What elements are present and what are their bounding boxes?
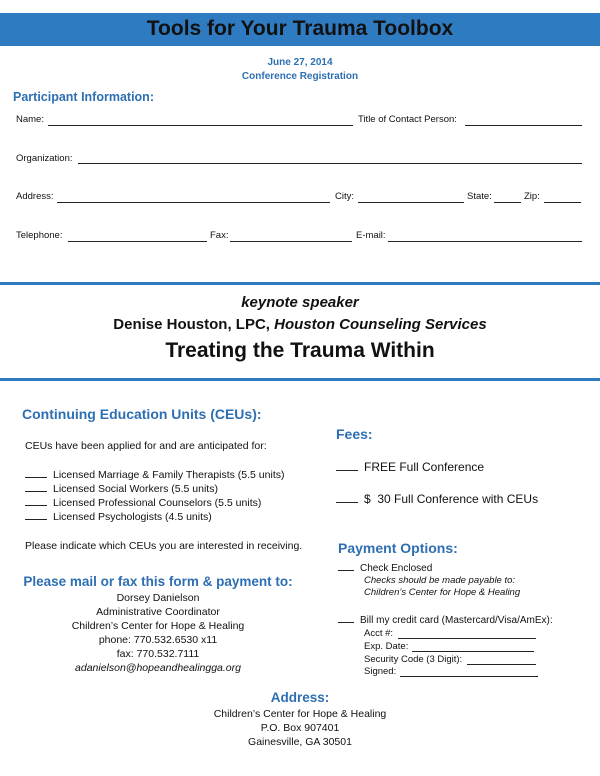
ceu-checkbox-line[interactable] bbox=[25, 505, 47, 506]
card-checkbox-line[interactable] bbox=[338, 622, 354, 623]
address-field[interactable] bbox=[57, 202, 330, 203]
mail-phone: phone: 770.532.6530 x11 bbox=[98, 634, 218, 646]
ceu-checkbox-line[interactable] bbox=[25, 491, 47, 492]
acct-label: Acct #: bbox=[364, 628, 394, 639]
fee-item bbox=[336, 460, 484, 474]
ceu-checkbox-line[interactable] bbox=[25, 519, 47, 520]
talk-title: Treating the Trauma Within bbox=[165, 339, 435, 362]
ceu-item-label: Licensed Psychologists (4.5 units) bbox=[53, 511, 212, 523]
ceu-item-label: Licensed Social Workers (5.5 units) bbox=[53, 483, 218, 495]
ceu-item bbox=[25, 497, 261, 509]
fee-checkbox-line[interactable] bbox=[336, 470, 358, 471]
security-label: Security Code (3 Digit): bbox=[364, 654, 463, 665]
event-date: June 27, 2014 bbox=[267, 57, 333, 68]
telephone-field[interactable] bbox=[68, 241, 207, 242]
check-option bbox=[338, 563, 432, 574]
ceu-item bbox=[25, 511, 212, 523]
ceu-item bbox=[25, 469, 284, 481]
address-line-3: Gainesville, GA 30501 bbox=[248, 736, 352, 748]
contact-label: Title of Contact Person: bbox=[358, 114, 457, 125]
security-field[interactable] bbox=[467, 664, 536, 665]
signed-label: Signed: bbox=[364, 666, 397, 677]
telephone-label: Telephone: bbox=[16, 230, 63, 241]
ceu-intro: CEUs have been applied for and are anticipated for: bbox=[25, 440, 267, 452]
email-label: E-mail: bbox=[356, 230, 386, 241]
organization-field[interactable] bbox=[78, 163, 582, 164]
state-label: State: bbox=[467, 191, 492, 202]
fees-heading: Fees: bbox=[336, 426, 373, 442]
event-subtitle: Conference Registration bbox=[241, 71, 359, 82]
ceu-heading: Continuing Education Units (CEUs): bbox=[22, 406, 262, 422]
exp-label: Exp. Date: bbox=[364, 641, 409, 652]
check-note-2: Children’s Center for Hope & Healing bbox=[364, 587, 521, 598]
ceu-note: Please indicate which CEUs you are interested in receiving. bbox=[25, 540, 303, 552]
exp-field[interactable] bbox=[412, 651, 534, 652]
email-field[interactable] bbox=[388, 241, 582, 242]
keynote-label: keynote speaker bbox=[241, 294, 359, 311]
signed-field[interactable] bbox=[400, 676, 538, 677]
check-note-1: Checks should be made payable to: bbox=[364, 575, 516, 586]
city-label: City: bbox=[335, 191, 354, 202]
divider-top bbox=[0, 282, 600, 285]
ceu-checkbox-line[interactable] bbox=[25, 477, 47, 478]
mail-title: Administrative Coordinator bbox=[96, 606, 220, 618]
ceu-item bbox=[25, 483, 218, 495]
state-field[interactable] bbox=[494, 202, 521, 203]
address-line-2: P.O. Box 907401 bbox=[260, 722, 340, 734]
mail-name: Dorsey Danielson bbox=[116, 592, 200, 604]
mail-email[interactable]: adanielson@hopeandhealingga.org bbox=[75, 662, 241, 674]
check-checkbox-line[interactable] bbox=[338, 570, 354, 571]
ceu-item-label: Licensed Professional Counselors (5.5 units) bbox=[53, 497, 262, 509]
card-option bbox=[338, 615, 553, 626]
divider-bottom bbox=[0, 378, 600, 381]
page-title: Tools for Your Trauma Toolbox bbox=[146, 17, 454, 40]
keynote-speaker bbox=[0, 316, 600, 333]
card-label: Bill my credit card (Mastercard/Visa/AmEx): bbox=[360, 615, 553, 626]
organization-label: Organization: bbox=[16, 153, 73, 164]
fee-checkbox-line[interactable] bbox=[336, 502, 358, 503]
name-label: Name: bbox=[16, 114, 44, 125]
fax-label: Fax: bbox=[210, 230, 229, 241]
participant-heading: Participant Information: bbox=[13, 90, 154, 104]
fee-item-label: $ 30 Full Conference with CEUs bbox=[364, 492, 539, 506]
mail-fax: fax: 770.532.7111 bbox=[116, 648, 200, 660]
zip-field[interactable] bbox=[544, 202, 581, 203]
fee-item bbox=[336, 492, 538, 506]
contact-field[interactable] bbox=[465, 125, 582, 126]
fax-field[interactable] bbox=[230, 241, 352, 242]
ceu-item-label: Licensed Marriage & Family Therapists (5.5 units) bbox=[53, 469, 285, 481]
payment-heading: Payment Options: bbox=[338, 540, 458, 556]
mail-org: Children’s Center for Hope & Healing bbox=[71, 620, 245, 632]
address-heading: Address: bbox=[270, 690, 330, 705]
check-label: Check Enclosed bbox=[360, 563, 433, 574]
city-field[interactable] bbox=[358, 202, 464, 203]
name-field[interactable] bbox=[48, 125, 353, 126]
address-label: Address: bbox=[16, 191, 54, 202]
mail-heading: Please mail or fax this form & payment to: bbox=[23, 574, 293, 589]
speaker-name: Denise Houston, LPC, bbox=[113, 316, 270, 333]
zip-label: Zip: bbox=[524, 191, 540, 202]
address-line-1: Children’s Center for Hope & Healing bbox=[213, 708, 387, 720]
speaker-org: Houston Counseling Services bbox=[274, 316, 487, 333]
fee-item-label: FREE Full Conference bbox=[364, 460, 485, 474]
acct-field[interactable] bbox=[398, 638, 536, 639]
